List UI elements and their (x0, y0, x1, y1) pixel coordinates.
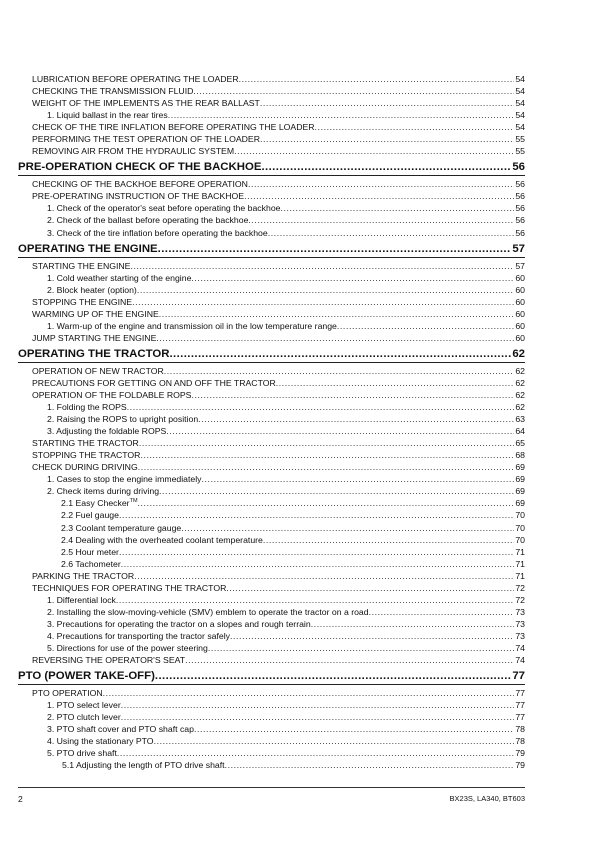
toc-page-number: 60 (515, 296, 525, 307)
toc-page-number: 77 (515, 700, 525, 711)
toc-entry[interactable] (18, 485, 525, 497)
toc-entry-title: 1. Check of the operator's seat before operating the backhoe (47, 203, 281, 214)
toc-entry[interactable] (18, 85, 525, 97)
dot-leader (208, 642, 515, 654)
toc-entry[interactable] (18, 227, 525, 239)
dot-leader (248, 178, 514, 190)
dot-leader (130, 260, 514, 272)
toc-section-heading[interactable] (18, 159, 525, 176)
toc-entry[interactable] (18, 389, 525, 401)
toc-entry[interactable] (18, 473, 525, 485)
toc-page-number: 60 (515, 308, 525, 319)
toc-page-number: 77 (512, 670, 525, 683)
toc-entry[interactable] (18, 320, 525, 332)
toc-page-number: 60 (515, 320, 525, 331)
dot-leader (116, 594, 514, 606)
toc-entry-title: 2. Raising the ROPS to upright position (47, 414, 199, 425)
dot-leader (154, 735, 515, 747)
toc-entry[interactable] (18, 747, 525, 759)
toc-entry-title: 5.1 Adjusting the length of PTO drive shaft (62, 760, 225, 771)
toc-entry-title: 1. Folding the ROPS (47, 402, 127, 413)
dot-leader (280, 202, 514, 214)
toc-page-number: 60 (515, 332, 525, 343)
toc-entry-title: CHECK OF THE TIRE INFLATION BEFORE OPERATING THE LOADER (32, 122, 315, 133)
toc-entry[interactable] (18, 413, 525, 425)
toc-page-number: 56 (515, 191, 525, 202)
dot-leader (181, 522, 514, 534)
toc-entry[interactable] (18, 365, 525, 377)
dot-leader (198, 413, 514, 425)
toc-page-number: 57 (515, 260, 525, 271)
toc-page-number: 79 (515, 748, 525, 759)
toc-entry-title: JUMP STARTING THE ENGINE (32, 332, 157, 343)
toc-entry-title: 2. PTO clutch lever (47, 712, 121, 723)
toc-page-number: 72 (515, 594, 525, 605)
toc-entry[interactable] (18, 97, 525, 109)
toc-entry-title: LUBRICATION BEFORE OPERATING THE LOADER (32, 74, 239, 84)
toc-entry-title: 5. Directions for use of the power steering (47, 642, 208, 653)
dot-leader (121, 711, 515, 723)
toc-page-number: 54 (515, 86, 525, 97)
dot-leader (276, 377, 515, 389)
dot-leader (132, 296, 514, 308)
toc-page-number: 62 (515, 365, 525, 376)
toc-page-number: 54 (515, 74, 525, 84)
toc-page-number: 73 (515, 630, 525, 641)
toc-entry-title: 2.3 Coolant temperature gauge (61, 522, 182, 533)
toc-entry-title: PRE-OPERATING INSTRUCTION OF THE BACKHOE (32, 191, 245, 202)
toc-entry-title: 3. Adjusting the foldable ROPS (47, 426, 167, 437)
toc-entry[interactable] (18, 534, 525, 546)
dot-leader (140, 449, 514, 461)
toc-page-number: 73 (515, 618, 525, 629)
toc-page-number: 64 (515, 426, 525, 437)
toc-entry[interactable] (18, 308, 525, 320)
dot-leader (137, 284, 515, 296)
toc-page-number: 60 (515, 284, 525, 295)
toc-entry-title: TECHNIQUES FOR OPERATING THE TRACTOR (32, 582, 227, 593)
toc-page-number: 77 (515, 712, 525, 723)
toc-entry[interactable] (18, 332, 525, 344)
toc-entry[interactable] (18, 437, 525, 449)
toc-entry[interactable] (18, 759, 525, 771)
toc-entry[interactable] (18, 630, 525, 642)
toc-entry[interactable] (18, 558, 525, 570)
toc-entry-title: PARKING THE TRACTOR (32, 570, 135, 581)
toc-entry-title: 1. Warm-up of the engine and transmission oil in the low temperature range (47, 320, 337, 331)
toc-page-number: 54 (515, 110, 525, 121)
dot-leader (194, 723, 514, 735)
dot-leader (369, 606, 515, 618)
toc-entry-title: 3. Precautions for operating the tractor on a slopes and rough terrain (47, 618, 311, 629)
page-footer (18, 794, 525, 806)
toc-page-number: 63 (515, 414, 525, 425)
toc-entry[interactable] (18, 178, 525, 190)
toc-entry[interactable] (18, 377, 525, 389)
dot-leader (159, 485, 514, 497)
toc-page-number: 56 (515, 227, 525, 238)
page-number: 2 (18, 794, 23, 804)
toc-entry-title: 2.1 Easy Checker™ (61, 498, 138, 509)
toc-entry-title: 2.4 Dealing with the overheated coolant temperature (61, 534, 263, 545)
toc-page-number: 57 (512, 242, 525, 255)
dot-leader (230, 630, 514, 642)
dot-leader (234, 145, 514, 157)
toc-page-number: 71 (515, 570, 525, 581)
toc-page-number: 55 (515, 146, 525, 157)
toc-page-number: 70 (515, 534, 525, 545)
toc-entry-title: CHECKING OF THE BACKHOE BEFORE OPERATION (32, 179, 248, 190)
dot-leader (337, 320, 514, 332)
dot-leader (139, 437, 514, 449)
toc-entry[interactable] (18, 121, 525, 133)
toc-page-number: 54 (515, 122, 525, 133)
toc-page-number: 56 (512, 161, 525, 174)
dot-leader (155, 668, 511, 684)
toc-page-number: 69 (515, 498, 525, 509)
dot-leader (263, 534, 514, 546)
toc-page-number: 65 (515, 438, 525, 449)
toc-page-number: 78 (515, 724, 525, 735)
toc-section-heading[interactable] (18, 668, 525, 685)
toc-entry-title: CHECK DURING DRIVING (32, 462, 138, 473)
toc-entry[interactable] (18, 497, 525, 509)
toc-entry[interactable] (18, 570, 525, 582)
toc-entry[interactable] (18, 272, 525, 284)
dot-leader (164, 365, 515, 377)
toc-page-number: 62 (512, 347, 525, 360)
toc-entry-title: REMOVING AIR FROM THE HYDRAULIC SYSTEM (32, 146, 235, 157)
toc-page-number: 73 (515, 606, 525, 617)
toc-page-number: 56 (515, 203, 525, 214)
dot-leader (127, 401, 515, 413)
toc-entry[interactable] (18, 145, 525, 157)
toc-page-number: 72 (515, 582, 525, 593)
toc-page-number: 70 (515, 510, 525, 521)
toc-entry[interactable] (18, 582, 525, 594)
dot-leader (311, 618, 515, 630)
toc-entry[interactable] (18, 73, 525, 85)
toc-entry[interactable] (18, 546, 525, 558)
dot-leader (191, 272, 514, 284)
toc-page-number: 74 (515, 642, 525, 653)
toc-entry-title: OPERATING THE ENGINE (18, 242, 158, 255)
toc-page-number: 55 (515, 134, 525, 145)
toc-entry-title: 4. Using the stationary PTO (47, 736, 154, 747)
dot-leader (185, 654, 514, 666)
toc-entry-title: 5. PTO drive shaft (47, 748, 117, 759)
toc-entry-title: 2.2 Fuel gauge (61, 510, 119, 521)
toc-page-number: 78 (515, 736, 525, 747)
toc-page-number: 54 (515, 98, 525, 109)
toc-entry[interactable] (18, 642, 525, 654)
toc-entry-title: 3. Check of the tire inflation before operating the backhoe (47, 227, 268, 238)
toc-section-heading[interactable] (18, 346, 525, 363)
toc-entry-title: STARTING THE TRACTOR (32, 438, 139, 449)
dot-leader (156, 332, 514, 344)
toc-entry[interactable] (18, 461, 525, 473)
toc-entry-title: OPERATION OF NEW TRACTOR (32, 365, 164, 376)
table-of-contents (18, 73, 525, 771)
dot-leader (226, 582, 514, 594)
toc-entry-title: 4. Precautions for transporting the tractor safely (47, 630, 231, 641)
toc-entry[interactable] (18, 606, 525, 618)
toc-entry[interactable] (18, 449, 525, 461)
dot-leader (159, 308, 515, 320)
toc-entry[interactable] (18, 699, 525, 711)
toc-page-number: 69 (515, 474, 525, 485)
toc-entry[interactable] (18, 654, 525, 666)
toc-entry-title: OPERATING THE TRACTOR (18, 347, 170, 360)
toc-entry-title: 2. Block heater (option) (47, 284, 137, 295)
dot-leader (193, 85, 514, 97)
toc-entry-title: 2.6 Tachometer (61, 558, 121, 569)
dot-leader (134, 570, 514, 582)
dot-leader (248, 214, 514, 226)
toc-entry-title: STOPPING THE TRACTOR (32, 450, 141, 461)
dot-leader (244, 190, 514, 202)
footer-divider (18, 787, 525, 788)
toc-page-number: 74 (515, 655, 525, 666)
toc-section-heading[interactable] (18, 241, 525, 258)
dot-leader (168, 109, 515, 121)
toc-entry-title: OPERATION OF THE FOLDABLE ROPS (32, 389, 192, 400)
toc-entry-title: WARMING UP OF THE ENGINE (32, 308, 159, 319)
toc-page-number: 68 (515, 450, 525, 461)
toc-entry-title: REVERSING THE OPERATOR'S SEAT (32, 655, 186, 666)
toc-entry[interactable] (18, 133, 525, 145)
toc-page-number: 69 (515, 486, 525, 497)
dot-leader (103, 687, 515, 699)
toc-page-number: 71 (515, 546, 525, 557)
dot-leader (169, 346, 511, 362)
toc-entry-title: 1. Differential lock (47, 594, 116, 605)
toc-page-number: 62 (515, 402, 525, 413)
dot-leader (191, 389, 514, 401)
toc-entry-title: PERFORMING THE TEST OPERATION OF THE LOADER (32, 134, 260, 145)
trademark-mark: TM (129, 498, 138, 505)
dot-leader (119, 546, 514, 558)
toc-entry[interactable] (18, 522, 525, 534)
dot-leader (268, 227, 515, 239)
dot-leader (239, 73, 515, 85)
toc-entry[interactable] (18, 594, 525, 606)
toc-entry[interactable] (18, 509, 525, 521)
toc-entry[interactable] (18, 401, 525, 413)
dot-leader (117, 747, 514, 759)
toc-entry-title: PRECAUTIONS FOR GETTING ON AND OFF THE TRACTOR (32, 377, 276, 388)
dot-leader (138, 461, 515, 473)
toc-entry-title: CHECKING THE TRANSMISSION FLUID (32, 86, 194, 97)
toc-page-number: 56 (515, 179, 525, 190)
dot-leader (121, 699, 515, 711)
dot-leader (158, 241, 512, 257)
toc-page-number: 56 (515, 215, 525, 226)
dot-leader (119, 509, 514, 521)
model-names: BX23S, LA340, BT603 (449, 794, 525, 803)
toc-page-number: 69 (515, 462, 525, 473)
toc-entry[interactable] (18, 723, 525, 735)
toc-entry-title: 2. Check items during driving (47, 486, 160, 497)
toc-entry-title: PRE-OPERATION CHECK OF THE BACKHOE (18, 161, 262, 174)
dot-leader (225, 759, 515, 771)
toc-entry-title: PTO (POWER TAKE-OFF) (18, 670, 155, 683)
toc-page-number: 77 (515, 688, 525, 699)
toc-entry[interactable] (18, 284, 525, 296)
toc-entry-title: 2. Installing the slow-moving-vehicle (SMV) emblem to operate the tractor on a road (47, 606, 369, 617)
toc-entry-title: 1. Liquid ballast in the rear tires (47, 110, 168, 121)
toc-entry-title: 3. PTO shaft cover and PTO shaft cap (47, 724, 194, 735)
toc-page-number: 62 (515, 389, 525, 400)
toc-page-number: 62 (515, 377, 525, 388)
dot-leader (138, 497, 515, 509)
toc-page-number: 60 (515, 272, 525, 283)
toc-page-number: 79 (515, 760, 525, 771)
toc-page-number: 70 (515, 522, 525, 533)
toc-entry-title: 2.5 Hour meter (61, 546, 119, 557)
toc-entry[interactable] (18, 260, 525, 272)
toc-entry[interactable] (18, 425, 525, 437)
toc-entry-title: 1. Cold weather starting of the engine (47, 272, 192, 283)
toc-entry[interactable] (18, 109, 525, 121)
toc-entry[interactable] (18, 202, 525, 214)
toc-entry-title: PTO OPERATION (32, 688, 103, 699)
toc-entry[interactable] (18, 735, 525, 747)
toc-entry[interactable] (18, 711, 525, 723)
toc-page-number: 71 (515, 558, 525, 569)
toc-entry-title: 1. Cases to stop the engine immediately (47, 474, 202, 485)
dot-leader (260, 133, 514, 145)
toc-entry[interactable] (18, 296, 525, 308)
dot-leader (202, 473, 515, 485)
dot-leader (261, 159, 511, 175)
toc-entry[interactable] (18, 687, 525, 699)
dot-leader (166, 425, 514, 437)
toc-entry[interactable] (18, 214, 525, 226)
toc-entry-title: 2. Check of the ballast before operating the backhoe (47, 215, 249, 226)
dot-leader (121, 558, 515, 570)
toc-entry[interactable] (18, 190, 525, 202)
toc-entry-title: STOPPING THE ENGINE (32, 296, 133, 307)
dot-leader (315, 121, 515, 133)
dot-leader (260, 97, 514, 109)
toc-entry-title: STARTING THE ENGINE (32, 260, 131, 271)
toc-entry-title: WEIGHT OF THE IMPLEMENTS AS THE REAR BALLAST (32, 98, 260, 109)
toc-entry[interactable] (18, 618, 525, 630)
toc-entry-title: 1. PTO select lever (47, 700, 121, 711)
